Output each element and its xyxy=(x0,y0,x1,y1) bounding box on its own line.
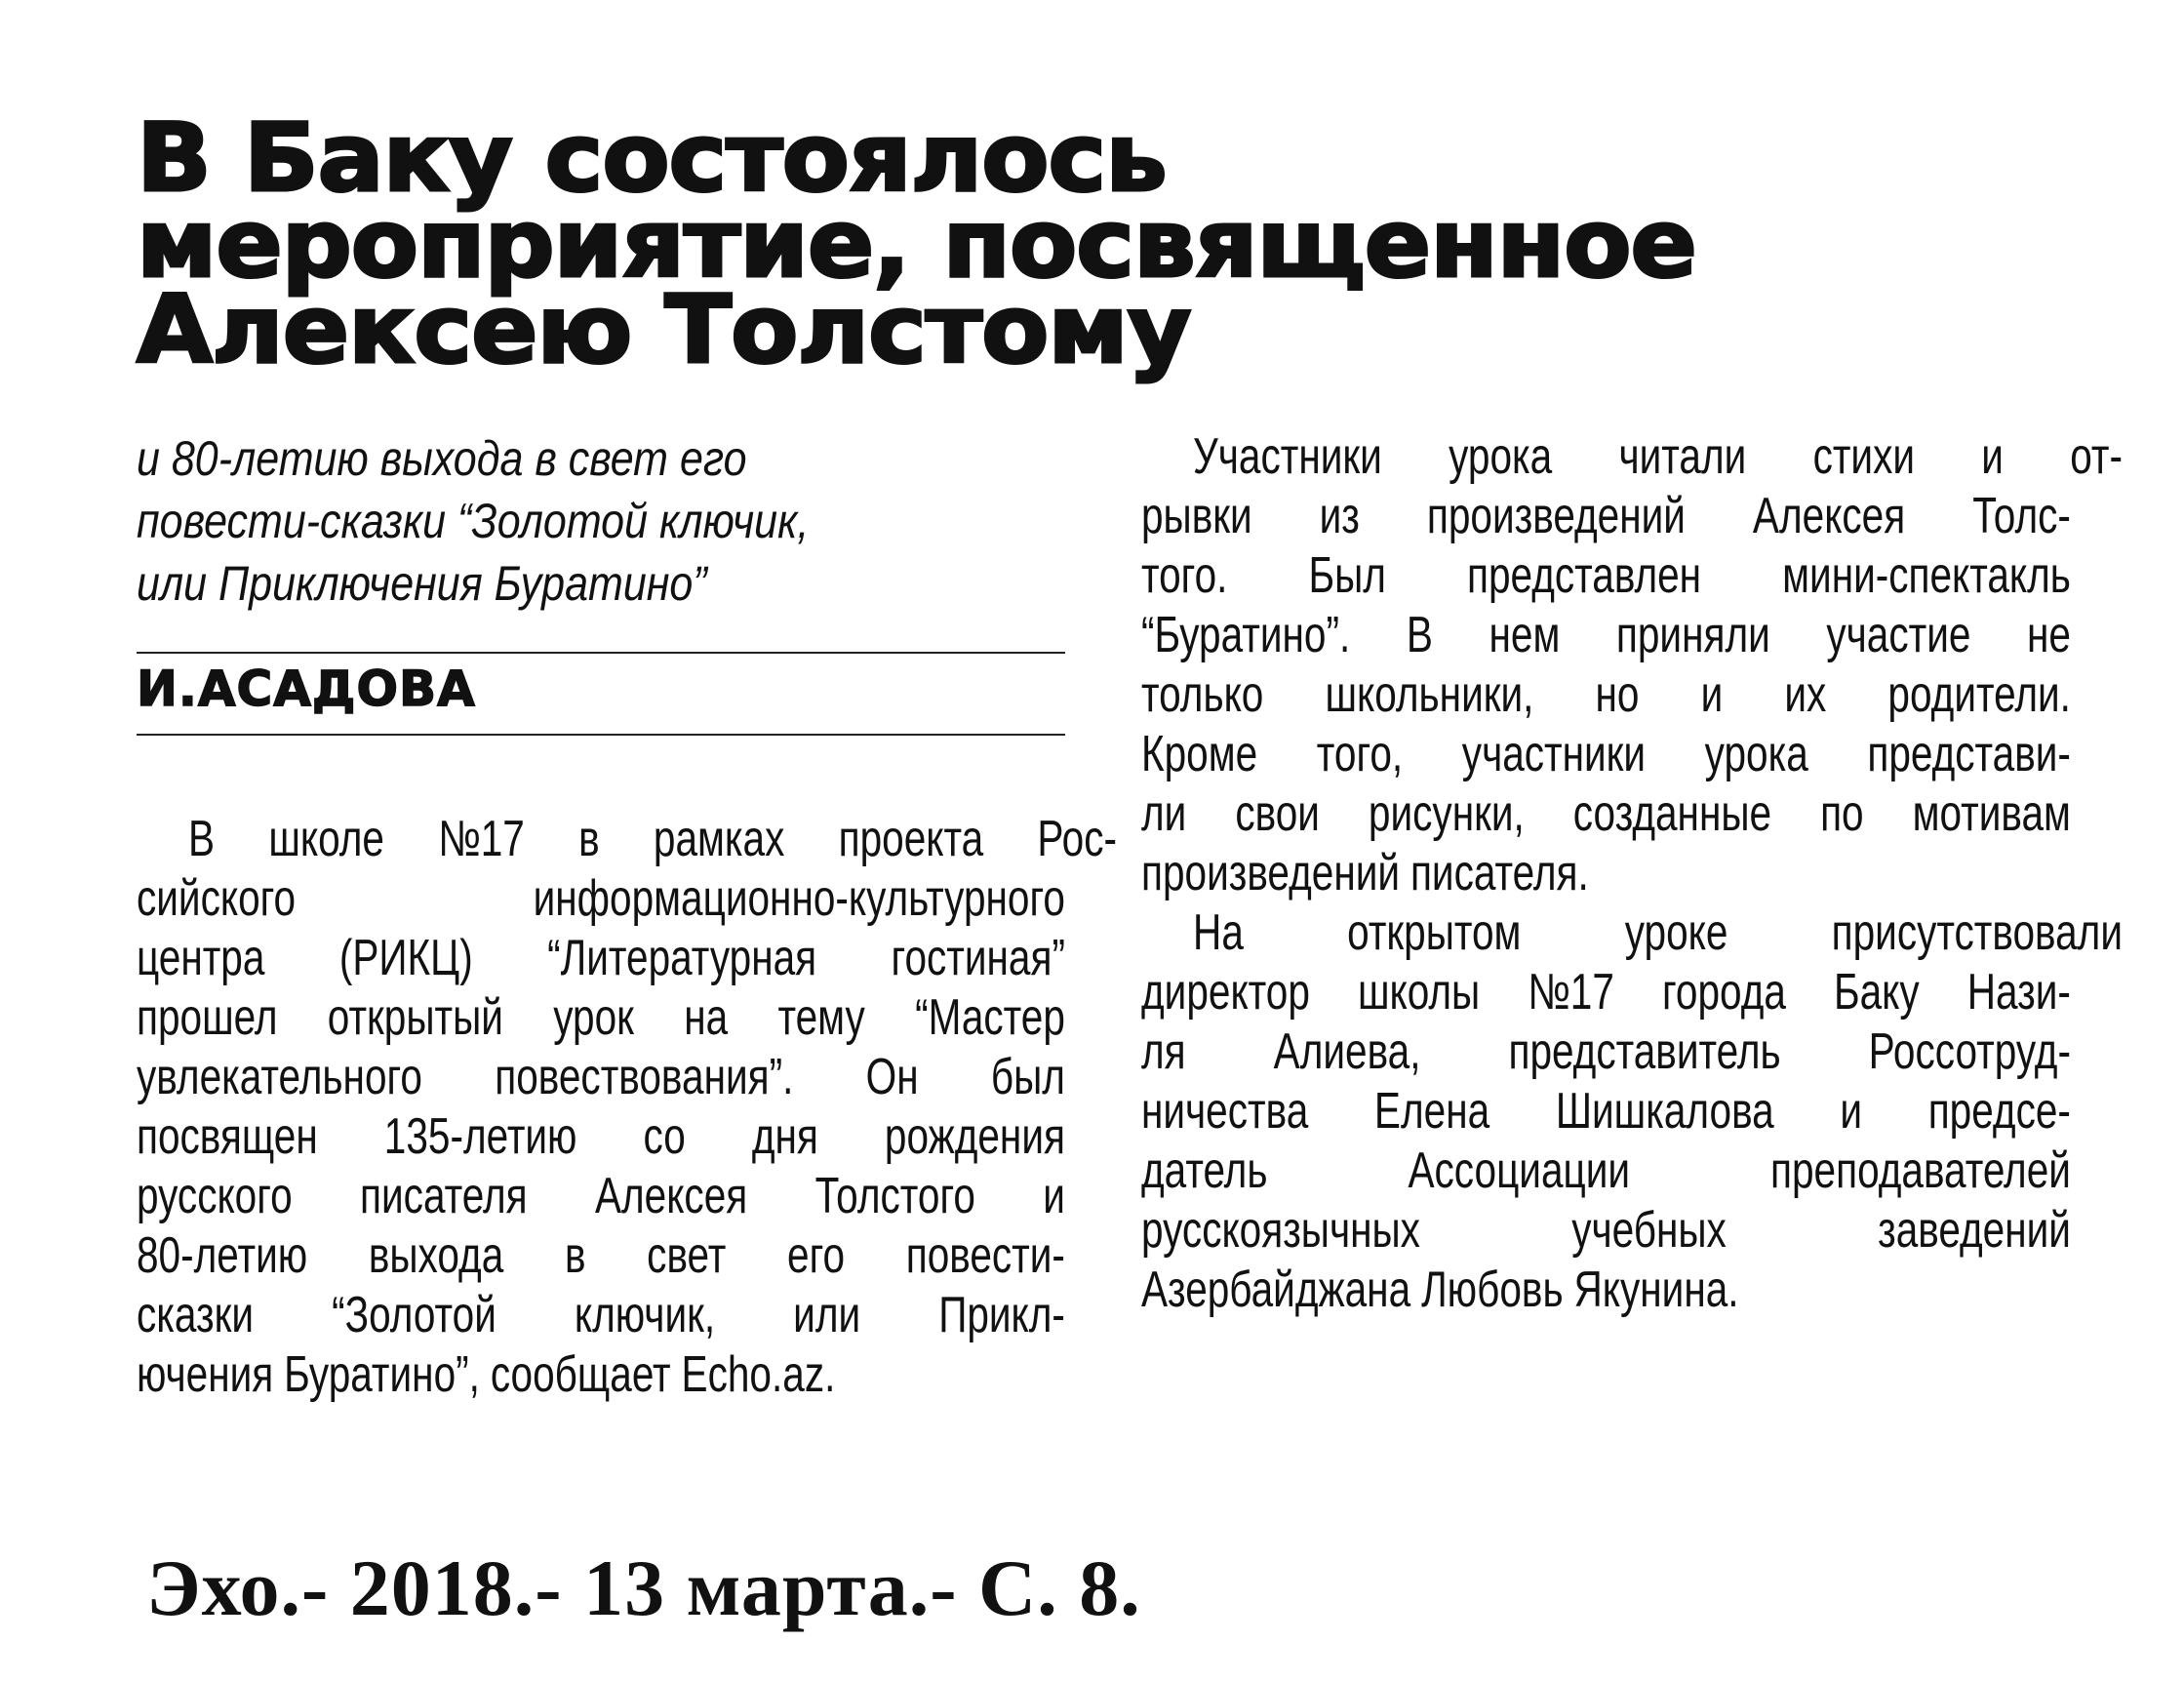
word: открытом xyxy=(1347,904,1522,961)
text-line xyxy=(1141,963,2071,1022)
word: Рос- xyxy=(1037,811,1117,867)
right-column xyxy=(1141,427,2123,1320)
word: присутствовали xyxy=(1831,904,2123,961)
text-line xyxy=(137,988,1065,1048)
word: рождения xyxy=(884,1108,1065,1165)
word: читали xyxy=(1618,428,1747,485)
text-line xyxy=(1141,1261,2071,1320)
word: ключик, xyxy=(574,1287,716,1343)
word: мотивам xyxy=(1912,785,2071,842)
text-line xyxy=(1141,1201,2071,1261)
word: рывки xyxy=(1141,488,1252,544)
word: предсе- xyxy=(1927,1083,2071,1140)
subtitle-line: повести-сказки “Золотой ключик, xyxy=(137,494,810,548)
word: по xyxy=(1820,785,1864,842)
word: сообщает xyxy=(490,1346,671,1403)
word: стихи xyxy=(1812,428,1916,485)
text-line xyxy=(137,1286,1065,1345)
word: приняли xyxy=(1615,607,1770,663)
word: “Литературная xyxy=(547,930,817,986)
word: повествования”. xyxy=(495,1049,794,1105)
word: рамках xyxy=(653,811,785,867)
word: того, xyxy=(1316,726,1404,782)
word: их xyxy=(1784,666,1827,723)
word: Азербайджана xyxy=(1141,1262,1411,1318)
word: Толстого xyxy=(814,1168,975,1224)
word: из xyxy=(1319,488,1360,544)
word: и xyxy=(1043,1168,1065,1224)
word: Елена xyxy=(1373,1083,1490,1140)
left-body xyxy=(137,810,1117,1405)
word: прошел xyxy=(137,989,278,1046)
word: Echo.az. xyxy=(681,1346,836,1403)
word: директор xyxy=(1141,964,1310,1021)
word: дня xyxy=(751,1108,818,1165)
text-line xyxy=(1141,903,2123,963)
word: 80-летию xyxy=(137,1227,308,1284)
word: информационно-культурного xyxy=(533,870,1065,927)
word: сийского xyxy=(137,870,297,927)
word: Нази- xyxy=(1966,964,2071,1021)
word: (РИКЦ) xyxy=(338,930,473,986)
word: ничества xyxy=(1141,1083,1309,1140)
word: участники xyxy=(1461,726,1647,782)
headline-line: В Баку состоялось xyxy=(137,103,1167,213)
text-line xyxy=(137,1107,1065,1167)
word: урок xyxy=(553,989,634,1046)
word: или xyxy=(793,1287,861,1343)
text-line xyxy=(1141,665,2071,725)
word: рисунки, xyxy=(1368,785,1525,842)
word: произведений xyxy=(1141,845,1401,901)
text-line xyxy=(1141,725,2071,784)
word: школе xyxy=(268,811,384,867)
word: писателя xyxy=(360,1168,528,1224)
text-line xyxy=(137,869,1065,929)
word: сказки xyxy=(137,1287,255,1343)
text-line xyxy=(1141,1022,2071,1082)
word: Был xyxy=(1308,547,1386,604)
word: Любовь xyxy=(1421,1262,1564,1318)
word: свои xyxy=(1235,785,1320,842)
word: №17 xyxy=(438,811,525,867)
word: “Буратино”. xyxy=(1141,607,1351,663)
word: урока xyxy=(1449,428,1553,485)
word: был xyxy=(990,1049,1065,1105)
word: Он xyxy=(865,1049,919,1105)
word: от- xyxy=(2070,428,2123,485)
headline-line: мероприятие, посвященное xyxy=(137,189,1696,299)
word: Шишкалова xyxy=(1555,1083,1774,1140)
source-citation: Эхо.- 2018.- 13 марта.- С. 8. xyxy=(146,1543,1141,1632)
word: Прикл- xyxy=(938,1287,1065,1343)
text-line xyxy=(1141,844,2071,903)
text-line xyxy=(1141,1141,2071,1201)
word: ли xyxy=(1141,785,1187,842)
left-body-text xyxy=(137,810,1117,1405)
text-line xyxy=(1141,784,2071,844)
word: 135-летию xyxy=(383,1108,577,1165)
word: произведений xyxy=(1426,488,1686,544)
word: Буратино”, xyxy=(284,1346,480,1403)
right-body-text xyxy=(1141,427,2123,1320)
word: того. xyxy=(1141,547,1228,604)
word: гостиная” xyxy=(891,930,1065,986)
word: школы xyxy=(1357,964,1481,1021)
text-line xyxy=(1141,427,2123,487)
word: “Золотой xyxy=(332,1287,496,1343)
word: представи- xyxy=(1867,726,2071,782)
word: представитель xyxy=(1508,1023,1781,1080)
word: заведений xyxy=(1878,1202,2071,1259)
author-rule-top xyxy=(137,652,1065,654)
text-line xyxy=(1141,546,2071,606)
word: Кроме xyxy=(1141,726,1258,782)
word: Толс- xyxy=(1972,488,2071,544)
word: мини-спектакль xyxy=(1782,547,2071,604)
word: города xyxy=(1662,964,1786,1021)
word: школьники, xyxy=(1325,666,1534,723)
word: Ассоциации xyxy=(1408,1142,1631,1199)
text-line xyxy=(137,1345,1065,1405)
word: ючения xyxy=(137,1346,274,1403)
text-line xyxy=(1141,487,2071,546)
word: в xyxy=(578,811,600,867)
word: его xyxy=(787,1227,846,1284)
subtitle-line: и 80-летию выхода в свет его xyxy=(137,431,747,486)
word: русского xyxy=(137,1168,293,1224)
word: Алексея xyxy=(594,1168,748,1224)
word: участие xyxy=(1826,607,1971,663)
word: В xyxy=(1406,607,1433,663)
word: повести- xyxy=(905,1227,1065,1284)
article-headline xyxy=(137,103,1898,384)
word: но xyxy=(1595,666,1640,723)
text-line xyxy=(137,1226,1065,1286)
word: и xyxy=(1700,666,1724,723)
word: датель xyxy=(1141,1142,1268,1199)
word: учебных xyxy=(1571,1202,1727,1259)
word: “Мастер xyxy=(915,989,1065,1046)
text-line xyxy=(137,929,1065,988)
word: посвящен xyxy=(137,1108,318,1165)
author-byline: И.АСАДОВА xyxy=(137,661,476,717)
word: Алиева, xyxy=(1273,1023,1421,1080)
word: созданные xyxy=(1572,785,1772,842)
word: и xyxy=(1840,1083,1863,1140)
word: Россотруд- xyxy=(1868,1023,2071,1080)
word: со xyxy=(643,1108,686,1165)
word: писателя. xyxy=(1410,845,1589,901)
word: центра xyxy=(137,930,265,986)
word: ля xyxy=(1141,1023,1186,1080)
author-rule-bottom xyxy=(137,734,1065,736)
word: родители. xyxy=(1887,666,2071,723)
word: выхода xyxy=(368,1227,504,1284)
text-line xyxy=(1141,1082,2071,1141)
word: не xyxy=(2026,607,2071,663)
word: свет xyxy=(647,1227,727,1284)
word: русскоязычных xyxy=(1141,1202,1420,1259)
word: в xyxy=(564,1227,586,1284)
word: увлекательного xyxy=(137,1049,422,1105)
word: №17 xyxy=(1528,964,1614,1021)
word: уроке xyxy=(1624,904,1728,961)
word: Якунина. xyxy=(1573,1262,1739,1318)
word: нем xyxy=(1489,607,1561,663)
word: Алексея xyxy=(1752,488,1906,544)
headline-line: Алексею Толстому xyxy=(137,275,1191,384)
article-subtitle xyxy=(137,427,1068,615)
word: на xyxy=(684,989,729,1046)
word: преподавателей xyxy=(1770,1142,2071,1199)
text-line xyxy=(1141,606,2071,665)
word: Участники xyxy=(1193,428,1382,485)
word: представлен xyxy=(1467,547,1702,604)
text-line xyxy=(137,810,1117,869)
word: проекта xyxy=(838,811,984,867)
word: На xyxy=(1193,904,1244,961)
word: урока xyxy=(1704,726,1808,782)
word: В xyxy=(188,811,216,867)
word: Баку xyxy=(1834,964,1920,1021)
subtitle-line: или Приключения Буратино” xyxy=(137,556,707,611)
word: открытый xyxy=(327,989,503,1046)
text-line xyxy=(137,1167,1065,1226)
word: только xyxy=(1141,666,1264,723)
word: тему xyxy=(777,989,865,1046)
text-line xyxy=(137,1048,1065,1107)
left-column xyxy=(137,427,1065,615)
word: и xyxy=(1981,428,2004,485)
